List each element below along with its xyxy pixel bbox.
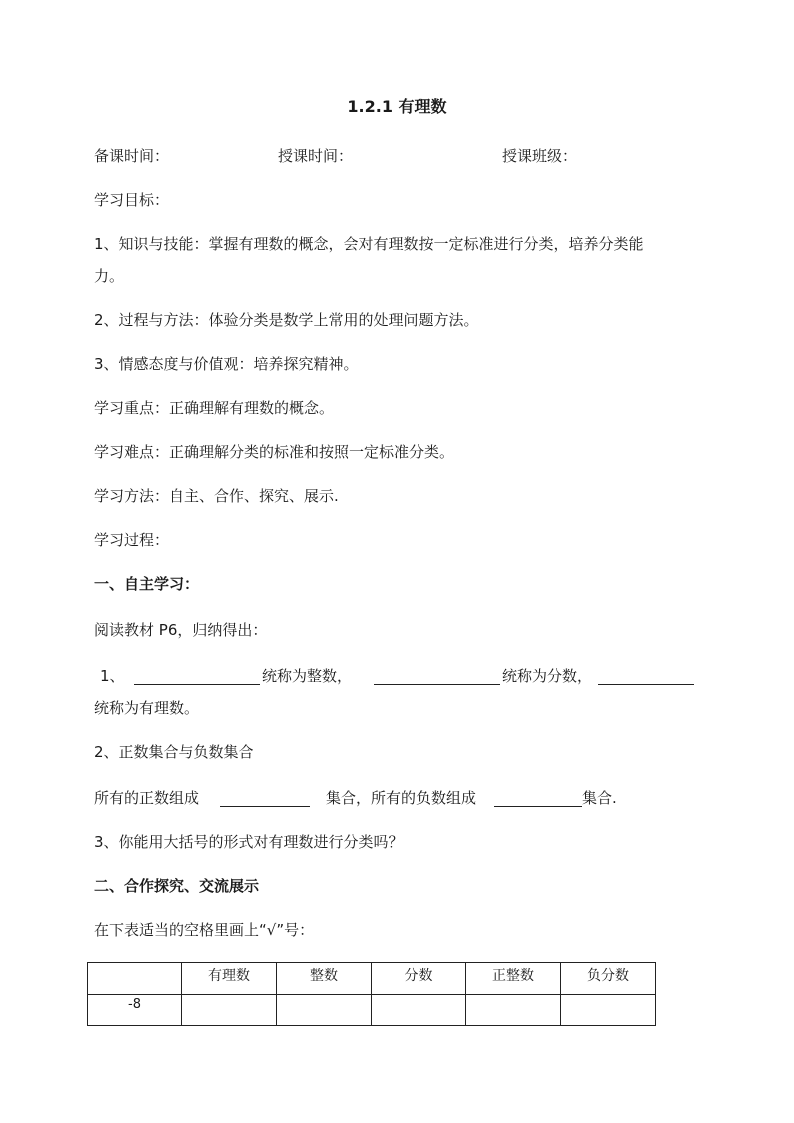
table-row [88, 995, 656, 1026]
question-2-part-b: 集合，所有的负数组成 [326, 789, 477, 807]
blank-fractions[interactable] [374, 668, 500, 685]
blank-rationals[interactable] [598, 668, 694, 685]
table-header-cell: 分数 [372, 963, 466, 995]
goal-item-1-line-1: 1、知识与技能：掌握有理数的概念，会对有理数按一定标准进行分类，培养分类能 [94, 235, 644, 253]
goal-item-3: 3、情感态度与价值观：培养探究精神。 [94, 355, 359, 373]
table-cell[interactable] [277, 995, 372, 1026]
table-cell[interactable] [372, 995, 466, 1026]
table-header-cell [88, 963, 182, 995]
question-3: 3、你能用大括号的形式对有理数进行分类吗？ [94, 833, 404, 851]
question-2: 2、正数集合与负数集合 [94, 743, 254, 761]
goal-item-2: 2、过程与方法：体验分类是数学上常用的处理问题方法。 [94, 311, 479, 329]
key-point: 学习重点：正确理解有理数的概念。 [94, 399, 335, 417]
table-header-cell: 正整数 [466, 963, 561, 995]
section2-heading: 二、合作探究、交流展示 [94, 877, 260, 895]
read-instruction: 阅读教材 P6，归纳得出： [94, 621, 268, 639]
question-2-part-c: 集合. [582, 789, 617, 807]
blank-integers[interactable] [134, 668, 260, 685]
table-row-label: -8 [88, 995, 182, 1026]
blank-positive-set[interactable] [220, 790, 310, 807]
table-header-row [88, 963, 656, 995]
classification-table [87, 962, 656, 1026]
goals-heading: 学习目标： [94, 191, 170, 209]
question-1-number: 1、 [100, 667, 125, 685]
process: 学习过程： [94, 531, 170, 549]
table-header-cell: 负分数 [561, 963, 656, 995]
method: 学习方法：自主、合作、探究、展示. [94, 487, 339, 505]
page-title: 1.2.1 有理数 [347, 97, 447, 116]
table-instruction: 在下表适当的空格里画上“√”号： [94, 921, 315, 939]
question-1-part-a: 统称为整数， [262, 667, 353, 685]
header-class: 授课班级： [502, 147, 578, 165]
header-prep-time: 备课时间： [94, 147, 170, 165]
table-cell[interactable] [466, 995, 561, 1026]
table-header-cell: 有理数 [182, 963, 277, 995]
table-cell[interactable] [561, 995, 656, 1026]
difficulty: 学习难点：正确理解分类的标准和按照一定标准分类。 [94, 443, 455, 461]
blank-negative-set[interactable] [494, 790, 582, 807]
table-cell[interactable] [182, 995, 277, 1026]
header-teach-time: 授课时间： [278, 147, 354, 165]
table-header-cell: 整数 [277, 963, 372, 995]
section1-heading: 一、自主学习： [94, 575, 200, 593]
question-1-part-c: 统称为有理数。 [94, 699, 200, 717]
question-2-part-a: 所有的正数组成 [94, 789, 200, 807]
question-1-part-b: 统称为分数， [502, 667, 593, 685]
goal-item-1-line-2: 力。 [94, 267, 125, 285]
